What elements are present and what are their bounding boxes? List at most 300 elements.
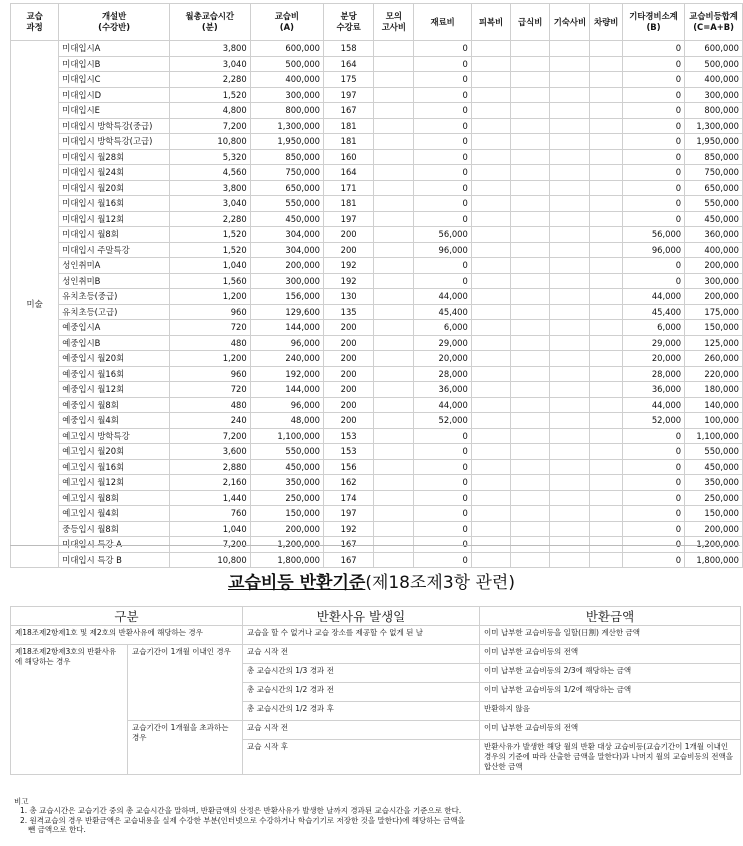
- other-sum-cell: 0: [622, 258, 684, 274]
- meal-cell: [511, 428, 550, 444]
- dorm-cell: [550, 552, 590, 568]
- meal-cell: [511, 56, 550, 72]
- total-cell: 360,000: [685, 227, 743, 243]
- course-name: 미대입시 주말특강: [59, 242, 170, 258]
- hours-cell: 960: [169, 366, 250, 382]
- per-minute-cell: 162: [324, 475, 374, 491]
- material-cell: 0: [414, 165, 471, 181]
- course-name: 미대입시 특강 A: [59, 537, 170, 553]
- total-cell: 200,000: [685, 289, 743, 305]
- header-other-sum: 기타경비소계 (B): [622, 4, 684, 41]
- refund-reason: 총 교습시간의 1/2 경과 후: [243, 702, 480, 721]
- per-minute-cell: 200: [324, 397, 374, 413]
- material-cell: 0: [414, 552, 471, 568]
- fee-row: [11, 103, 743, 119]
- tuition-cell: 800,000: [250, 103, 323, 119]
- mock-cell: [374, 258, 414, 274]
- material-cell: 0: [414, 87, 471, 103]
- per-minute-cell: 167: [324, 103, 374, 119]
- clothes-cell: [471, 258, 510, 274]
- vehicle-cell: [590, 475, 622, 491]
- course-name: 예중입시 월12회: [59, 382, 170, 398]
- per-minute-cell: 181: [324, 118, 374, 134]
- clothes-cell: [471, 382, 510, 398]
- refund-amount: 이미 납부한 교습비등의 전액: [480, 721, 741, 740]
- material-cell: 0: [414, 506, 471, 522]
- material-cell: 0: [414, 134, 471, 150]
- mock-cell: [374, 196, 414, 212]
- course-name: 예고입시 월4회: [59, 506, 170, 522]
- fee-table-header: [11, 4, 743, 41]
- course-name: 예고입시 월12회: [59, 475, 170, 491]
- clothes-cell: [471, 41, 510, 57]
- hours-cell: 7,200: [169, 118, 250, 134]
- notes: [14, 797, 465, 835]
- per-minute-cell: 192: [324, 521, 374, 537]
- course-name: 미대입시 방학특강(고급): [59, 134, 170, 150]
- clothes-cell: [471, 196, 510, 212]
- clothes-cell: [471, 413, 510, 429]
- hours-cell: 1,200: [169, 289, 250, 305]
- dorm-cell: [550, 335, 590, 351]
- mock-cell: [374, 103, 414, 119]
- vehicle-cell: [590, 196, 622, 212]
- other-sum-cell: 0: [622, 490, 684, 506]
- course-name: 미대입시 월24회: [59, 165, 170, 181]
- total-cell: 220,000: [685, 366, 743, 382]
- vehicle-cell: [590, 335, 622, 351]
- per-minute-cell: 153: [324, 444, 374, 460]
- total-cell: 260,000: [685, 351, 743, 367]
- material-cell: 28,000: [414, 366, 471, 382]
- refund-title-main: 교습비등 반환기준: [228, 573, 366, 593]
- clothes-cell: [471, 459, 510, 475]
- hours-cell: 3,800: [169, 180, 250, 196]
- course-name: 유치초등(고급): [59, 304, 170, 320]
- vehicle-cell: [590, 382, 622, 398]
- clothes-cell: [471, 242, 510, 258]
- mock-cell: [374, 366, 414, 382]
- clothes-cell: [471, 227, 510, 243]
- meal-cell: [511, 475, 550, 491]
- tuition-cell: 240,000: [250, 351, 323, 367]
- per-minute-cell: 171: [324, 180, 374, 196]
- material-cell: 0: [414, 428, 471, 444]
- fee-row: [11, 413, 743, 429]
- fee-row: [11, 320, 743, 336]
- mock-cell: [374, 475, 414, 491]
- vehicle-cell: [590, 428, 622, 444]
- hours-cell: 7,200: [169, 428, 250, 444]
- vehicle-cell: [590, 41, 622, 57]
- meal-cell: [511, 134, 550, 150]
- other-sum-cell: 0: [622, 180, 684, 196]
- total-cell: 180,000: [685, 382, 743, 398]
- mock-cell: [374, 41, 414, 57]
- vehicle-cell: [590, 118, 622, 134]
- meal-cell: [511, 521, 550, 537]
- tuition-cell: 450,000: [250, 211, 323, 227]
- other-sum-cell: 0: [622, 211, 684, 227]
- other-sum-cell: 0: [622, 444, 684, 460]
- header-category: 구분: [11, 607, 243, 626]
- header-meal: 급식비: [511, 4, 550, 41]
- dorm-cell: [550, 180, 590, 196]
- total-cell: 1,200,000: [685, 537, 743, 553]
- fee-row: [11, 366, 743, 382]
- refund-amount: 이미 납부한 교습비등의 전액: [480, 645, 741, 664]
- other-sum-cell: 45,400: [622, 304, 684, 320]
- dorm-cell: [550, 490, 590, 506]
- vehicle-cell: [590, 521, 622, 537]
- clothes-cell: [471, 211, 510, 227]
- other-sum-cell: 0: [622, 165, 684, 181]
- dorm-cell: [550, 134, 590, 150]
- refund-title-sub: (제18조제3항 관련): [365, 573, 515, 593]
- other-sum-cell: 0: [622, 41, 684, 57]
- meal-cell: [511, 118, 550, 134]
- clothes-cell: [471, 289, 510, 305]
- hours-cell: 480: [169, 335, 250, 351]
- material-cell: 0: [414, 211, 471, 227]
- tuition-cell: 144,000: [250, 382, 323, 398]
- hours-cell: 1,040: [169, 521, 250, 537]
- other-sum-cell: 6,000: [622, 320, 684, 336]
- refund-subcategory: 교습기간이 1개월을 초과하는 경우: [128, 721, 243, 775]
- total-cell: 650,000: [685, 180, 743, 196]
- dorm-cell: [550, 211, 590, 227]
- vehicle-cell: [590, 149, 622, 165]
- material-cell: 0: [414, 444, 471, 460]
- hours-cell: 1,440: [169, 490, 250, 506]
- other-sum-cell: 0: [622, 72, 684, 88]
- total-cell: 850,000: [685, 149, 743, 165]
- vehicle-cell: [590, 258, 622, 274]
- fee-row: [11, 41, 743, 57]
- total-cell: 150,000: [685, 506, 743, 522]
- meal-cell: [511, 103, 550, 119]
- refund-reason: 교습을 할 수 없거나 교습 장소를 제공할 수 없게 된 날: [243, 626, 480, 645]
- dorm-cell: [550, 165, 590, 181]
- vehicle-cell: [590, 227, 622, 243]
- other-sum-cell: 20,000: [622, 351, 684, 367]
- per-minute-cell: 130: [324, 289, 374, 305]
- dorm-cell: [550, 428, 590, 444]
- course-name: 예중입시B: [59, 335, 170, 351]
- header-mock-exam: 모의 고사비: [374, 4, 414, 41]
- vehicle-cell: [590, 320, 622, 336]
- header-total: 교습비등합계 (C=A+B): [685, 4, 743, 41]
- total-cell: 550,000: [685, 196, 743, 212]
- mock-cell: [374, 351, 414, 367]
- dorm-cell: [550, 72, 590, 88]
- fee-row: [11, 475, 743, 491]
- total-cell: 200,000: [685, 258, 743, 274]
- material-cell: 0: [414, 72, 471, 88]
- meal-cell: [511, 180, 550, 196]
- per-minute-cell: 200: [324, 242, 374, 258]
- dorm-cell: [550, 41, 590, 57]
- fee-row: [11, 289, 743, 305]
- other-sum-cell: 44,000: [622, 397, 684, 413]
- hours-cell: 1,560: [169, 273, 250, 289]
- meal-cell: [511, 444, 550, 460]
- clothes-cell: [471, 149, 510, 165]
- per-minute-cell: 181: [324, 196, 374, 212]
- per-minute-cell: 153: [324, 428, 374, 444]
- material-cell: 20,000: [414, 351, 471, 367]
- per-minute-cell: 135: [324, 304, 374, 320]
- per-minute-cell: 167: [324, 537, 374, 553]
- vehicle-cell: [590, 459, 622, 475]
- course-name: 미대입시A: [59, 41, 170, 57]
- per-minute-cell: 160: [324, 149, 374, 165]
- course-name: 미대입시 월8회: [59, 227, 170, 243]
- fee-row: [11, 72, 743, 88]
- mock-cell: [374, 72, 414, 88]
- tuition-cell: 304,000: [250, 242, 323, 258]
- vehicle-cell: [590, 506, 622, 522]
- clothes-cell: [471, 87, 510, 103]
- dorm-cell: [550, 149, 590, 165]
- fee-row: [11, 506, 743, 522]
- per-minute-cell: 197: [324, 211, 374, 227]
- mock-cell: [374, 428, 414, 444]
- mock-cell: [374, 273, 414, 289]
- meal-cell: [511, 320, 550, 336]
- dorm-cell: [550, 413, 590, 429]
- mock-cell: [374, 289, 414, 305]
- tuition-cell: 750,000: [250, 165, 323, 181]
- course-name: 유치초등(중급): [59, 289, 170, 305]
- meal-cell: [511, 413, 550, 429]
- total-cell: 1,800,000: [685, 552, 743, 568]
- refund-row: [11, 645, 741, 664]
- clothes-cell: [471, 366, 510, 382]
- total-cell: 300,000: [685, 273, 743, 289]
- meal-cell: [511, 87, 550, 103]
- clothes-cell: [471, 165, 510, 181]
- tuition-cell: 350,000: [250, 475, 323, 491]
- hours-cell: 1,040: [169, 258, 250, 274]
- clothes-cell: [471, 444, 510, 460]
- dorm-cell: [550, 506, 590, 522]
- other-sum-cell: 0: [622, 134, 684, 150]
- fee-row: [11, 134, 743, 150]
- mock-cell: [374, 413, 414, 429]
- course-name: 예고입시 월20회: [59, 444, 170, 460]
- dorm-cell: [550, 459, 590, 475]
- hours-cell: 7,200: [169, 537, 250, 553]
- other-sum-cell: 56,000: [622, 227, 684, 243]
- material-cell: 45,400: [414, 304, 471, 320]
- hours-cell: 240: [169, 413, 250, 429]
- other-sum-cell: 0: [622, 103, 684, 119]
- material-cell: 44,000: [414, 289, 471, 305]
- hours-cell: 1,200: [169, 351, 250, 367]
- vehicle-cell: [590, 413, 622, 429]
- tuition-cell: 129,600: [250, 304, 323, 320]
- total-cell: 450,000: [685, 459, 743, 475]
- mock-cell: [374, 382, 414, 398]
- vehicle-cell: [590, 366, 622, 382]
- hours-cell: 760: [169, 506, 250, 522]
- vehicle-cell: [590, 351, 622, 367]
- material-cell: 0: [414, 103, 471, 119]
- section-divider: [10, 545, 740, 546]
- material-cell: 0: [414, 149, 471, 165]
- course-name: 미대입시 월16회: [59, 196, 170, 212]
- other-sum-cell: 36,000: [622, 382, 684, 398]
- vehicle-cell: [590, 304, 622, 320]
- meal-cell: [511, 552, 550, 568]
- hours-cell: 3,800: [169, 41, 250, 57]
- course-name: 예고입시 월16회: [59, 459, 170, 475]
- tuition-cell: 156,000: [250, 289, 323, 305]
- tuition-cell: 144,000: [250, 320, 323, 336]
- dorm-cell: [550, 227, 590, 243]
- mock-cell: [374, 444, 414, 460]
- fee-row: [11, 304, 743, 320]
- meal-cell: [511, 258, 550, 274]
- course-name: 미대입시 월28회: [59, 149, 170, 165]
- other-sum-cell: 0: [622, 506, 684, 522]
- meal-cell: [511, 273, 550, 289]
- hours-cell: 3,040: [169, 196, 250, 212]
- refund-reason: 총 교습시간의 1/3 경과 전: [243, 664, 480, 683]
- header-per-minute: 분당 수강료: [324, 4, 374, 41]
- hours-cell: 2,160: [169, 475, 250, 491]
- other-sum-cell: 0: [622, 118, 684, 134]
- meal-cell: [511, 397, 550, 413]
- dorm-cell: [550, 521, 590, 537]
- total-cell: 600,000: [685, 41, 743, 57]
- refund-reason: 교습 시작 후: [243, 740, 480, 775]
- total-cell: 400,000: [685, 242, 743, 258]
- clothes-cell: [471, 118, 510, 134]
- other-sum-cell: 29,000: [622, 335, 684, 351]
- fee-row: [11, 444, 743, 460]
- mock-cell: [374, 506, 414, 522]
- tuition-cell: 200,000: [250, 258, 323, 274]
- total-cell: 250,000: [685, 490, 743, 506]
- other-sum-cell: 96,000: [622, 242, 684, 258]
- hours-cell: 3,040: [169, 56, 250, 72]
- clothes-cell: [471, 134, 510, 150]
- meal-cell: [511, 351, 550, 367]
- dorm-cell: [550, 320, 590, 336]
- other-sum-cell: 0: [622, 521, 684, 537]
- notes-heading: 비고: [14, 797, 29, 806]
- note-item: 2. 원격교습의 경우 반환금액은 교습내용을 실제 수강한 부분(인터넷으로 수강하거나 학습기기로 저장한 것을 말한다)에 해당하는 금액을: [20, 815, 465, 825]
- fee-row: [11, 459, 743, 475]
- total-cell: 750,000: [685, 165, 743, 181]
- refund-amount: 반환사유가 발생한 해당 월의 반환 대상 교습비등(교습기간이 1개월 이내인 경우의 기준에 따라 산출한 금액을 말한다)과 나머지 월의 교습비등의 전액을 합산한 금액: [480, 740, 741, 775]
- clothes-cell: [471, 428, 510, 444]
- course-name: 성인취미B: [59, 273, 170, 289]
- hours-cell: 1,520: [169, 87, 250, 103]
- tuition-cell: 300,000: [250, 273, 323, 289]
- meal-cell: [511, 366, 550, 382]
- mock-cell: [374, 56, 414, 72]
- fee-row: [11, 397, 743, 413]
- fee-row: [11, 552, 743, 568]
- meal-cell: [511, 490, 550, 506]
- note-item: 뺀 금액으로 한다.: [28, 825, 86, 835]
- per-minute-cell: 164: [324, 165, 374, 181]
- material-cell: 0: [414, 490, 471, 506]
- meal-cell: [511, 41, 550, 57]
- per-minute-cell: 192: [324, 258, 374, 274]
- tuition-cell: 200,000: [250, 521, 323, 537]
- total-cell: 550,000: [685, 444, 743, 460]
- per-minute-cell: 200: [324, 382, 374, 398]
- hours-cell: 3,600: [169, 444, 250, 460]
- total-cell: 350,000: [685, 475, 743, 491]
- hours-cell: 480: [169, 397, 250, 413]
- material-cell: 0: [414, 258, 471, 274]
- hours-cell: 4,800: [169, 103, 250, 119]
- subject-cell: 미술: [11, 41, 59, 568]
- other-sum-cell: 28,000: [622, 366, 684, 382]
- refund-category: 제18조제2항제1호 및 제2호의 반환사유에 해당하는 경우: [11, 626, 243, 645]
- material-cell: 52,000: [414, 413, 471, 429]
- fee-row: [11, 118, 743, 134]
- vehicle-cell: [590, 444, 622, 460]
- fee-row: [11, 165, 743, 181]
- total-cell: 450,000: [685, 211, 743, 227]
- clothes-cell: [471, 304, 510, 320]
- meal-cell: [511, 459, 550, 475]
- dorm-cell: [550, 289, 590, 305]
- per-minute-cell: 197: [324, 506, 374, 522]
- total-cell: 300,000: [685, 87, 743, 103]
- meal-cell: [511, 506, 550, 522]
- hours-cell: 2,880: [169, 459, 250, 475]
- fee-row: [11, 227, 743, 243]
- total-cell: 400,000: [685, 72, 743, 88]
- clothes-cell: [471, 552, 510, 568]
- mock-cell: [374, 459, 414, 475]
- mock-cell: [374, 134, 414, 150]
- dorm-cell: [550, 397, 590, 413]
- header-hours: 월총교습시간 (분): [169, 4, 250, 41]
- mock-cell: [374, 211, 414, 227]
- other-sum-cell: 0: [622, 459, 684, 475]
- tuition-cell: 96,000: [250, 397, 323, 413]
- header-clothes: 피복비: [471, 4, 510, 41]
- hours-cell: 1,520: [169, 227, 250, 243]
- tuition-cell: 1,950,000: [250, 134, 323, 150]
- other-sum-cell: 0: [622, 428, 684, 444]
- course-name: 미대입시B: [59, 56, 170, 72]
- header-vehicle: 차량비: [590, 4, 622, 41]
- hours-cell: 10,800: [169, 134, 250, 150]
- per-minute-cell: 200: [324, 227, 374, 243]
- dorm-cell: [550, 351, 590, 367]
- material-cell: 0: [414, 41, 471, 57]
- header-course: 개설반 (수강반): [59, 4, 170, 41]
- fee-row: [11, 56, 743, 72]
- fee-row: [11, 196, 743, 212]
- header-subject: 교습 과정: [11, 4, 59, 41]
- material-cell: 0: [414, 180, 471, 196]
- fee-row: [11, 211, 743, 227]
- course-name: 미대입시D: [59, 87, 170, 103]
- meal-cell: [511, 72, 550, 88]
- fee-row: [11, 149, 743, 165]
- total-cell: 1,300,000: [685, 118, 743, 134]
